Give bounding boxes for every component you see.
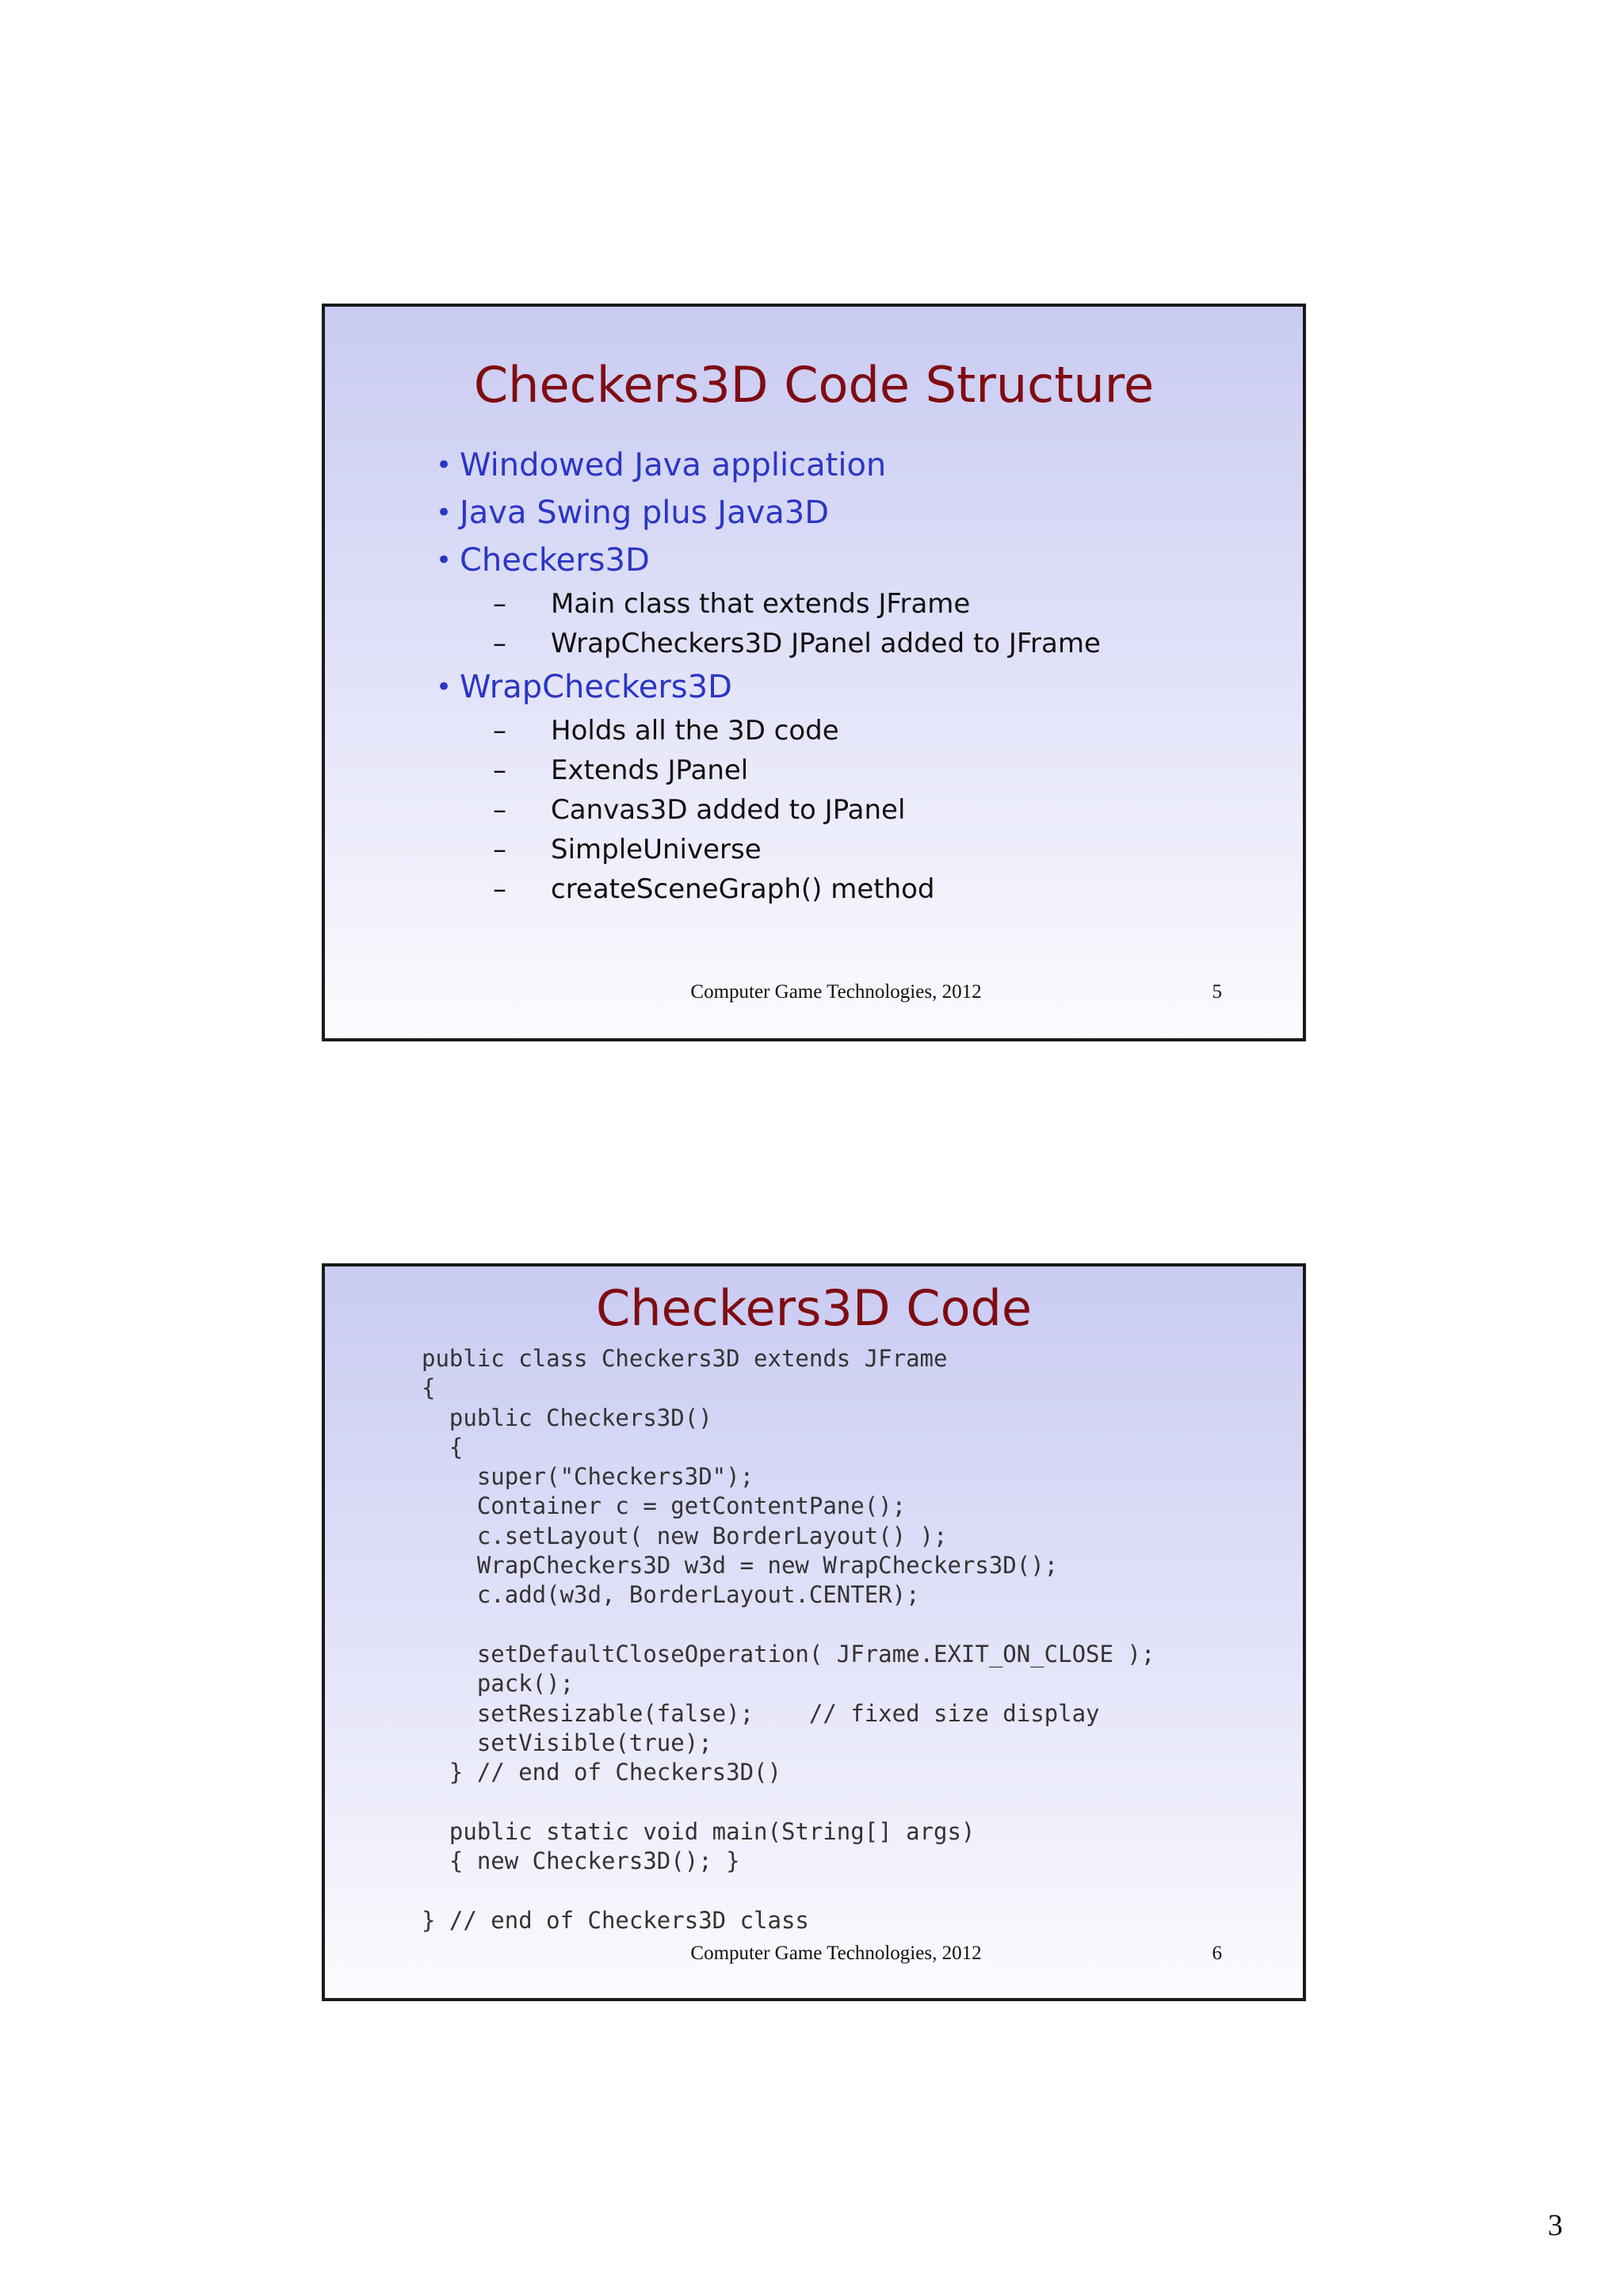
- sub-bullet-item: [460, 584, 1255, 624]
- dash-icon: –: [493, 755, 506, 786]
- bullet-text: WrapCheckers3D: [460, 669, 732, 705]
- sub-bullet-text: SimpleUniverse: [551, 834, 762, 865]
- dash-icon: –: [493, 588, 506, 620]
- sub-bullet-item: [460, 751, 1255, 790]
- slide-number: 6: [1212, 1943, 1222, 1964]
- slide-footer: Computer Game Technologies, 2012: [690, 1943, 982, 1964]
- bullet-text: Java Swing plus Java3D: [460, 495, 830, 531]
- bullet-text: Windowed Java application: [460, 447, 887, 483]
- bullet-icon: •: [436, 671, 453, 703]
- sub-bullet-item: [460, 624, 1255, 663]
- bullet-icon: •: [436, 497, 453, 529]
- sub-bullet-text: WrapCheckers3D JPanel added to JFrame: [551, 628, 1101, 659]
- sub-bullet-list: [460, 711, 1255, 909]
- code-listing: public class Checkers3D extends JFrame { public Checkers3D() { super("Checkers3D"); Container c = getContentPane(); c.setLayout( new BorderLayout() ); WrapCheckers3D w3d = new WrapCheckers3D(); c.add(w3d, BorderLayout.CENTER); setDefaultCloseOperation( JFrame.EXIT_ON_CLOSE ); pack(); setResizable(false); // fixed size display setVisible(true); } // end of Checkers3D() public static void main(String[] args) { new Checkers3D(); } } // end of Checkers3D class: [422, 1345, 1155, 1934]
- bullet-icon: •: [436, 544, 453, 576]
- bullet-icon: •: [436, 449, 453, 481]
- page-number: 3: [1548, 2209, 1563, 2242]
- slide-code: [322, 1263, 1306, 2001]
- bullet-item: [436, 663, 1255, 909]
- sub-bullet-item: [460, 790, 1255, 830]
- sub-bullet-text: Main class that extends JFrame: [551, 588, 971, 620]
- sub-bullet-list: [460, 584, 1255, 663]
- sub-bullet-item: [460, 869, 1255, 909]
- slide-title: Checkers3D Code Structure: [473, 356, 1155, 414]
- bullet-item: [436, 489, 1255, 537]
- bullet-item: [436, 441, 1255, 489]
- bullet-item: [436, 537, 1255, 663]
- sub-bullet-item: [460, 830, 1255, 869]
- sub-bullet-text: Canvas3D added to JPanel: [551, 794, 906, 826]
- slide-code-structure: [322, 304, 1306, 1041]
- sub-bullet-text: Holds all the 3D code: [551, 715, 839, 747]
- slide-title: Checkers3D Code: [595, 1279, 1033, 1337]
- bullet-list: [436, 441, 1255, 909]
- sub-bullet-item: [460, 711, 1255, 751]
- slide-footer: Computer Game Technologies, 2012: [690, 981, 982, 1003]
- dash-icon: –: [493, 834, 506, 865]
- dash-icon: –: [493, 794, 506, 826]
- sub-bullet-text: createSceneGraph() method: [551, 873, 935, 905]
- bullet-text: Checkers3D: [460, 542, 650, 579]
- sub-bullet-text: Extends JPanel: [551, 755, 749, 786]
- slide-number: 5: [1212, 981, 1222, 1003]
- dash-icon: –: [493, 628, 506, 659]
- dash-icon: –: [493, 715, 506, 747]
- dash-icon: –: [493, 873, 506, 905]
